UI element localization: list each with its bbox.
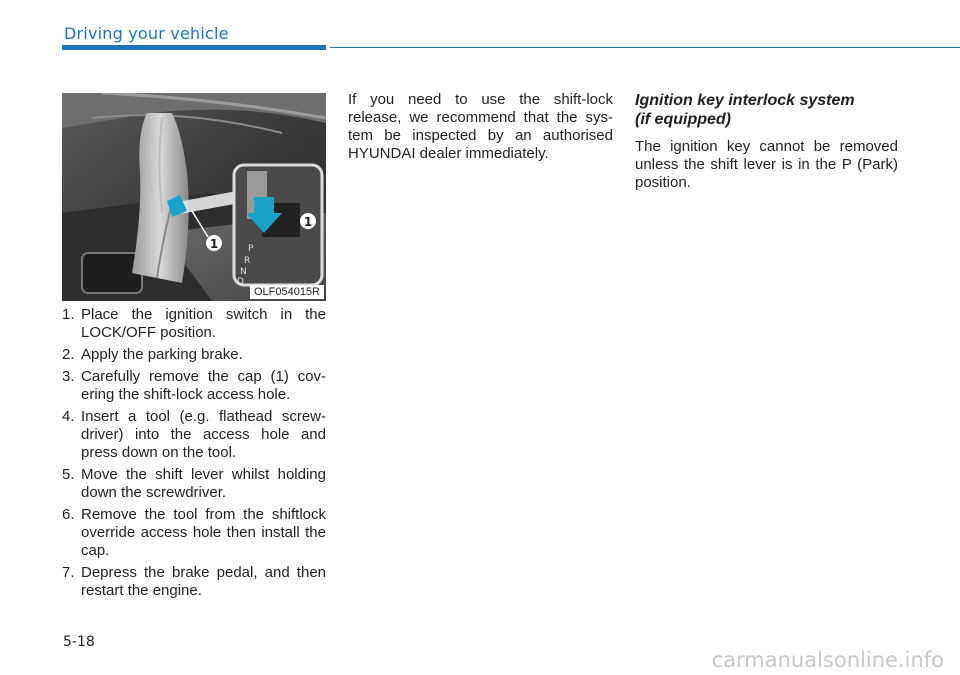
- step-text: Remove the tool from the shiftlock override access hole then install the cap.: [81, 506, 326, 559]
- step-number: 7.: [62, 564, 75, 581]
- watermark: carmanualsonline.info: [711, 648, 944, 672]
- step-item: [62, 346, 326, 364]
- step-item: [62, 466, 326, 502]
- step-item: [62, 408, 326, 462]
- header-rule-thin: [330, 47, 960, 48]
- gear-r: R: [244, 256, 251, 266]
- inset-callout-number: 1: [303, 215, 313, 229]
- gear-d: D: [237, 277, 244, 287]
- heading-line-2: (if equipped): [635, 111, 731, 128]
- ignition-interlock-section: [635, 91, 898, 192]
- step-item: [62, 368, 326, 404]
- step-item: [62, 506, 326, 560]
- page-number: 5-18: [63, 634, 95, 650]
- step-number: 6.: [62, 506, 75, 523]
- step-number: 2.: [62, 346, 75, 363]
- console-drawing: [62, 93, 326, 301]
- step-item: [62, 564, 326, 600]
- step-item: [62, 306, 326, 342]
- shift-lock-steps: [62, 306, 326, 604]
- ignition-interlock-heading: [635, 91, 898, 129]
- step-text: Place the ignition switch in the LOCK/OFF position.: [81, 306, 326, 341]
- gear-n: N: [240, 267, 247, 277]
- shift-lock-illustration: [62, 93, 326, 301]
- header-rule-thick: [62, 45, 326, 50]
- gear-p: P: [248, 244, 254, 254]
- step-number: 4.: [62, 408, 75, 425]
- figure-code: OLF054015R: [250, 285, 324, 299]
- section-title: Driving your vehicle: [64, 24, 229, 43]
- ignition-interlock-body: The ignition key cannot be removed unless the shift lever is in the P (Park) position.: [635, 138, 898, 191]
- heading-line-1: Ignition key interlock system: [635, 92, 855, 109]
- step-number: 1.: [62, 306, 75, 323]
- step-text: Insert a tool (e.g. flathead screw-driver) into the access hole and press down on the tool.: [81, 408, 326, 461]
- shift-lock-release-note: If you need to use the shift-lock release, we recommend that the sys-tem be inspected by an authorised HYUNDAI dealer immediately.: [348, 91, 613, 162]
- step-text: Depress the brake pedal, and then restart the engine.: [81, 564, 326, 599]
- step-text: Move the shift lever whilst holding down the screwdriver.: [81, 466, 326, 501]
- callout-number: 1: [209, 237, 219, 251]
- step-text: Carefully remove the cap (1) cov-ering the shift-lock access hole.: [81, 368, 326, 403]
- step-number: 5.: [62, 466, 75, 483]
- step-text: Apply the parking brake.: [81, 346, 243, 363]
- step-number: 3.: [62, 368, 75, 385]
